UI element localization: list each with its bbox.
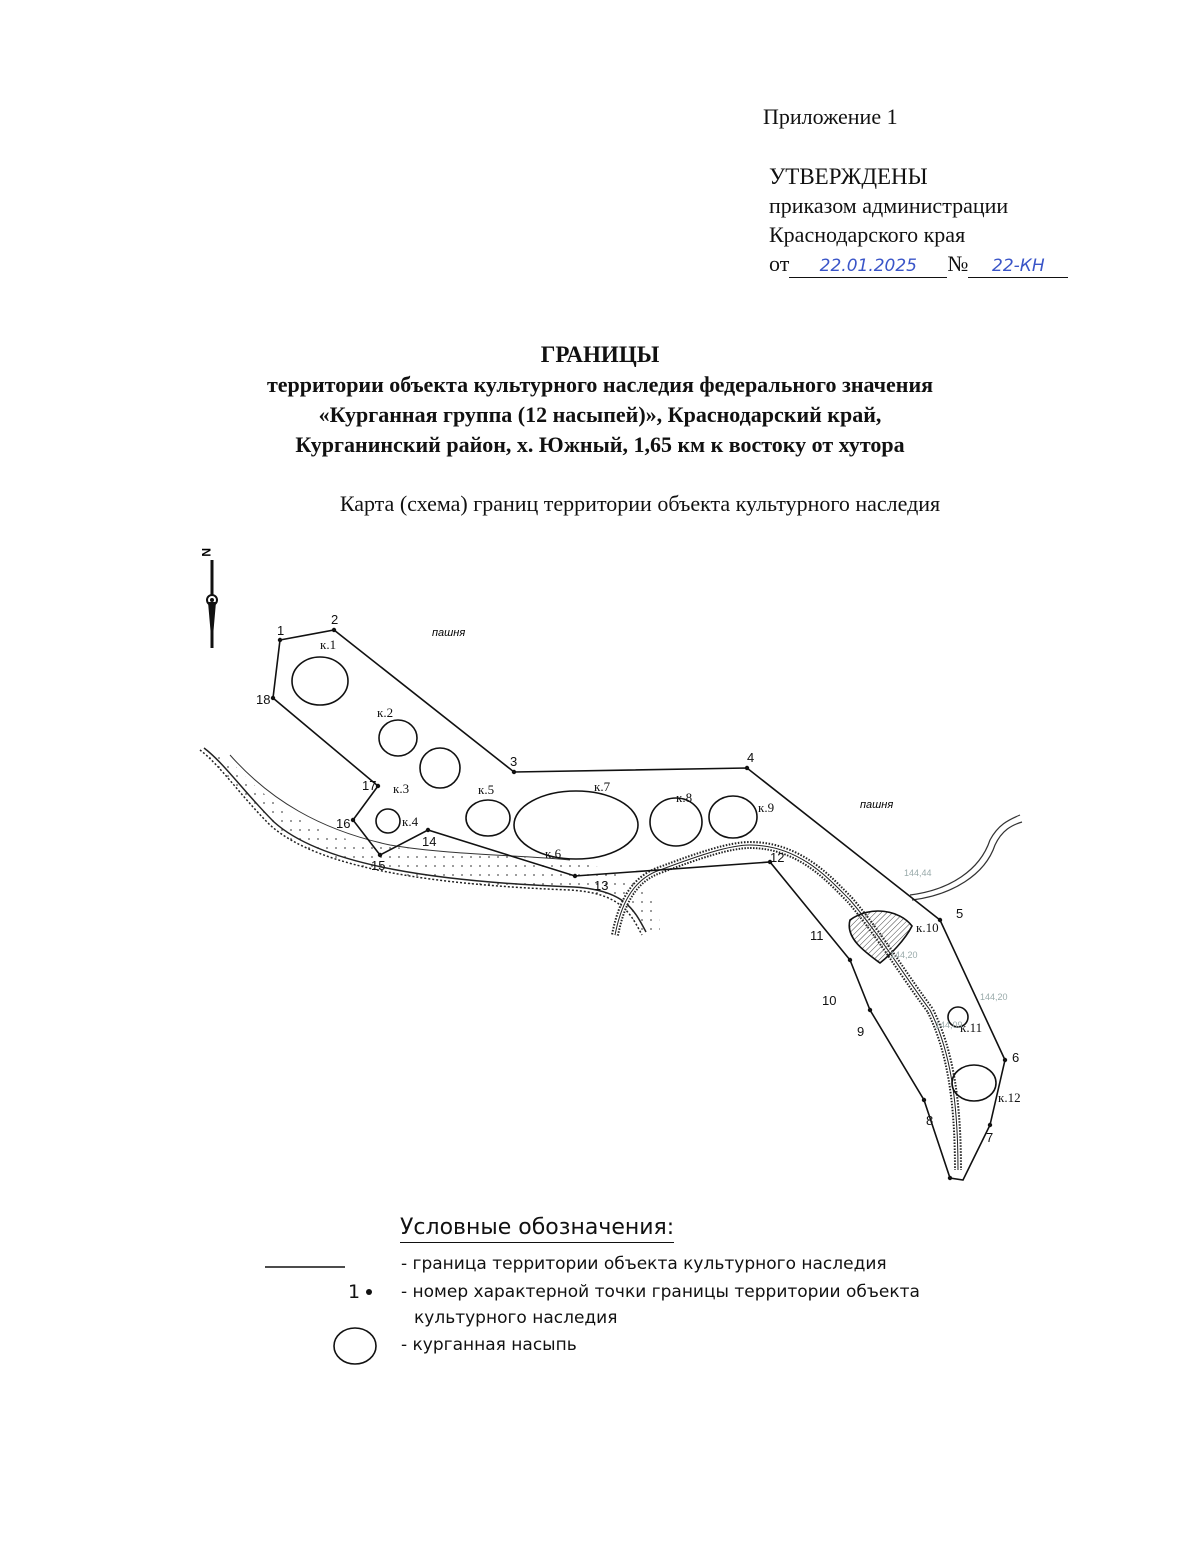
mound-label-8: к.8: [676, 790, 693, 805]
number-prefix: №: [947, 251, 969, 276]
svg-text:144,44: 144,44: [904, 868, 932, 878]
mound-label-1: к.1: [320, 637, 337, 652]
order-date: 22.01.2025: [789, 255, 947, 278]
point-label-2: 2: [331, 612, 339, 627]
field-label-2: пашня: [860, 799, 894, 811]
point-label-7: 7: [986, 1130, 994, 1145]
legend-point-desc-2: культурного наследия: [414, 1308, 618, 1328]
point-label-18: 18: [256, 692, 271, 707]
mound-label-4: к.4: [402, 814, 419, 829]
point-label-5: 5: [956, 906, 964, 921]
title-line-2: «Курганная группа (12 насыпей)», Краснодарский край,: [318, 402, 882, 427]
side-stream-edge: [912, 822, 1022, 900]
date-prefix: от: [769, 251, 790, 276]
elevation-marks: [890, 868, 1008, 1030]
mound-label-6: к.6: [545, 846, 562, 861]
point-label-3: 3: [510, 754, 518, 769]
legend-point-dot-icon: [364, 1287, 374, 1297]
mound-label-5: к.5: [478, 782, 495, 797]
legend-point-desc-1: - номер характерной точки границы территории объекта: [401, 1282, 920, 1302]
field-label-1: пашня: [432, 627, 466, 639]
order-line-2: Краснодарского края: [769, 222, 966, 247]
document-title: [0, 340, 1200, 460]
order-date-line: [769, 249, 1068, 278]
point-label-15: 15: [371, 858, 386, 873]
title-main: ГРАНИЦЫ: [540, 342, 660, 367]
mound-label-7: к.7: [594, 779, 611, 794]
mound-label-3: к.3: [393, 781, 410, 796]
mound-2: [379, 720, 417, 756]
svg-text:144,20: 144,20: [890, 950, 918, 960]
mound-1: [292, 657, 348, 705]
map-subtitle: Карта (схема) границ территории объекта культурного наследия: [339, 491, 941, 516]
mound-label-12: к.12: [998, 1090, 1021, 1105]
appendix-label: Приложение 1: [763, 104, 898, 129]
title-line-3: Курганинский район, х. Южный, 1,65 км к востоку от хутора: [295, 432, 905, 457]
mound-label-10: к.10: [916, 920, 939, 935]
mound-4: [376, 809, 400, 833]
north-label: N: [199, 548, 213, 557]
legend-point-number: 1: [348, 1281, 361, 1303]
approval-block: [769, 162, 1068, 278]
legend-mound-desc: - курганная насыпь: [401, 1335, 577, 1355]
mound-9: [709, 796, 757, 838]
point-label-10: 10: [822, 993, 837, 1008]
title-line-1: территории объекта культурного наследия федерального значения: [266, 372, 934, 397]
boundary-map: [190, 540, 1070, 1190]
mound-5: [466, 800, 510, 836]
north-arrow-icon: [199, 548, 217, 648]
point-label-8: 8: [926, 1113, 934, 1128]
legend-line-icon: [265, 1264, 347, 1270]
point-label-1: 1: [277, 623, 285, 638]
svg-text:144,20: 144,20: [980, 992, 1008, 1002]
mound-12: [952, 1065, 996, 1101]
point-label-4: 4: [747, 750, 755, 765]
point-label-16: 16: [336, 816, 351, 831]
mound-label-2: к.2: [377, 705, 394, 720]
point-label-14: 14: [422, 834, 437, 849]
point-label-12: 12: [770, 850, 785, 865]
point-label-11: 11: [810, 928, 824, 943]
legend-title: Условные обозначения:: [400, 1214, 674, 1243]
point-label-6: 6: [1012, 1050, 1020, 1065]
mound-3: [420, 748, 460, 788]
point-label-13: 13: [594, 878, 609, 893]
svg-text:144,09: 144,09: [935, 1020, 963, 1030]
approved-heading: УТВЕРЖДЕНЫ: [769, 164, 928, 189]
mound-label-9: к.9: [758, 800, 775, 815]
point-label-17: 17: [362, 778, 377, 793]
legend-boundary-desc: - граница территории объекта культурного наследия: [401, 1254, 887, 1274]
legend-mound-icon: [331, 1326, 379, 1366]
side-stream: [910, 815, 1020, 895]
point-label-9: 9: [857, 1024, 865, 1039]
order-line-1: приказом администрации: [769, 193, 1009, 218]
road-edge-hatched: [200, 750, 642, 935]
mound-label-11: к.11: [960, 1020, 983, 1035]
order-number: 22-КН: [968, 255, 1068, 278]
mound-8: [650, 798, 702, 846]
mound-6-7: [514, 791, 638, 859]
